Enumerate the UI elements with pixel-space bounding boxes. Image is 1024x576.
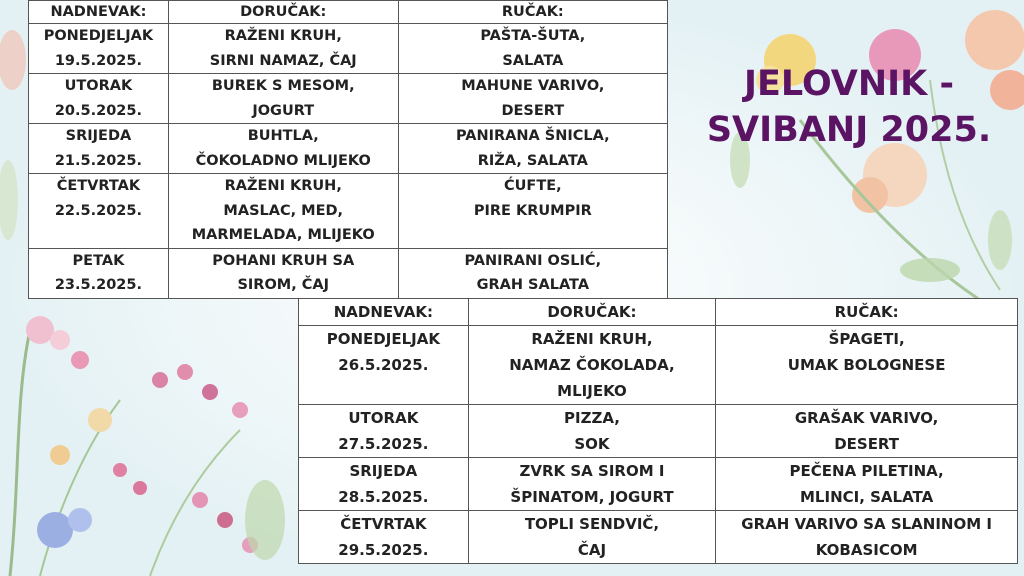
breakfast-line: NAMAZ ČOKOLADA, (509, 356, 675, 374)
table-row (299, 326, 1018, 405)
menu-table-week-2 (298, 298, 1018, 564)
menu-title (690, 62, 1008, 153)
breakfast-line: ČAJ (577, 541, 607, 559)
table-header-row (299, 299, 1018, 326)
date-line: 22.5.2025. (54, 202, 142, 219)
column-header: RUČAK: (716, 299, 1018, 326)
date-cell (29, 248, 169, 298)
date-line: 29.5.2025. (338, 541, 429, 559)
lunch-cell (716, 326, 1018, 405)
date-cell (29, 124, 169, 174)
date-cell (29, 174, 169, 249)
date-cell (299, 458, 469, 511)
breakfast-line: SIROM, ČAJ (237, 277, 330, 293)
lunch-line: DESERT (501, 102, 565, 119)
column-header: RUČAK: (398, 1, 667, 24)
table-row (29, 124, 668, 174)
lunch-cell (398, 248, 667, 298)
breakfast-cell (468, 458, 716, 511)
breakfast-cell (468, 405, 716, 458)
lunch-line: ĆUFTE, (504, 178, 562, 194)
breakfast-line: PIZZA, (564, 409, 620, 427)
date-cell (299, 326, 469, 405)
lunch-line: PEČENA PILETINA, (789, 462, 944, 480)
breakfast-line: BUREK S MESOM, (211, 78, 355, 94)
lunch-line: KOBASICOM (815, 541, 918, 559)
date-line: PETAK (72, 252, 125, 269)
lunch-line: GRAH VARIVO SA SLANINOM I (741, 515, 992, 533)
date-line: UTORAK (348, 409, 419, 427)
breakfast-line: MARMELADA, MLIJEKO (191, 227, 375, 243)
lunch-line: ŠPAGETI, (828, 330, 905, 348)
date-line: 28.5.2025. (338, 488, 429, 506)
lunch-line: MAHUNE VARIVO, (461, 78, 605, 94)
menu-title-line1: JELOVNIK - (743, 64, 955, 104)
breakfast-line: ČOKOLADNO MLIJEKO (195, 152, 371, 169)
column-header: NADNEVAK: (29, 1, 169, 24)
table-header-row (29, 1, 668, 24)
lunch-line: GRAŠAK VARIVO, (794, 409, 939, 427)
breakfast-cell (168, 124, 398, 174)
lunch-cell (716, 511, 1018, 564)
breakfast-line: MLIJEKO (557, 382, 627, 400)
lunch-line: PANIRANA ŠNICLA, (455, 128, 610, 144)
menu-title-line2: SVIBANJ 2025. (706, 109, 992, 150)
breakfast-line: RAŽENI KRUH, (224, 28, 342, 44)
date-line: 21.5.2025. (54, 152, 142, 169)
breakfast-cell (168, 248, 398, 298)
lunch-cell (716, 405, 1018, 458)
date-line: 20.5.2025. (54, 102, 142, 119)
table-row (29, 74, 668, 124)
breakfast-line: POHANI KRUH SA (212, 252, 355, 269)
lunch-cell (716, 458, 1018, 511)
date-line: PONEDJELJAK (326, 330, 440, 348)
breakfast-cell (468, 326, 716, 405)
column-header: DORUČAK: (468, 299, 716, 326)
breakfast-line: TOPLI SENDVIČ, (524, 515, 660, 533)
date-cell (29, 24, 169, 74)
table-row (29, 24, 668, 74)
column-header: DORUČAK: (168, 1, 398, 24)
breakfast-cell (168, 74, 398, 124)
table-row (29, 174, 668, 249)
lunch-line: UMAK BOLOGNESE (787, 356, 946, 374)
breakfast-line: SIRNI NAMAZ, ČAJ (209, 52, 357, 69)
lunch-cell (398, 124, 667, 174)
lunch-line: PANIRANI OSLIĆ, (464, 252, 602, 269)
breakfast-line: JOGURT (252, 102, 315, 119)
lunch-cell (398, 174, 667, 249)
date-cell (299, 405, 469, 458)
lunch-line: PAŠTA-ŠUTA, (480, 28, 586, 44)
date-line: SRIJEDA (349, 462, 418, 480)
breakfast-line: ŠPINATOM, JOGURT (510, 488, 674, 506)
date-line: SRIJEDA (65, 128, 132, 144)
breakfast-cell (168, 24, 398, 74)
date-line: 27.5.2025. (338, 435, 429, 453)
breakfast-line: BUHTLA, (247, 128, 319, 144)
lunch-line: GRAH SALATA (476, 277, 590, 293)
lunch-line: MLINCI, SALATA (800, 488, 934, 506)
menu-table-week-1 (28, 0, 668, 299)
breakfast-line: ZVRK SA SIROM I (519, 462, 665, 480)
lunch-line: DESERT (834, 435, 900, 453)
date-cell (299, 511, 469, 564)
breakfast-line: RAŽENI KRUH, (224, 178, 342, 194)
date-line: PONEDJELJAK (43, 28, 154, 44)
lunch-line: RIŽA, SALATA (477, 152, 588, 169)
breakfast-line: SOK (574, 435, 610, 453)
breakfast-cell (468, 511, 716, 564)
breakfast-line: MASLAC, MED, (223, 202, 344, 219)
table-row (299, 405, 1018, 458)
date-cell (29, 74, 169, 124)
date-line: ČETVRTAK (340, 515, 427, 533)
date-line: ČETVRTAK (56, 178, 141, 194)
table-row (299, 458, 1018, 511)
table-row (299, 511, 1018, 564)
date-line: 23.5.2025. (54, 277, 142, 293)
date-line: 26.5.2025. (338, 356, 429, 374)
lunch-line: SALATA (502, 52, 564, 69)
breakfast-cell (168, 174, 398, 249)
breakfast-line: RAŽENI KRUH, (531, 330, 653, 348)
table-row (29, 248, 668, 298)
lunch-cell (398, 74, 667, 124)
date-line: 19.5.2025. (54, 52, 142, 69)
column-header: NADNEVAK: (299, 299, 469, 326)
lunch-cell (398, 24, 667, 74)
date-line: UTORAK (64, 78, 133, 94)
lunch-line: PIRE KRUMPIR (473, 202, 592, 219)
